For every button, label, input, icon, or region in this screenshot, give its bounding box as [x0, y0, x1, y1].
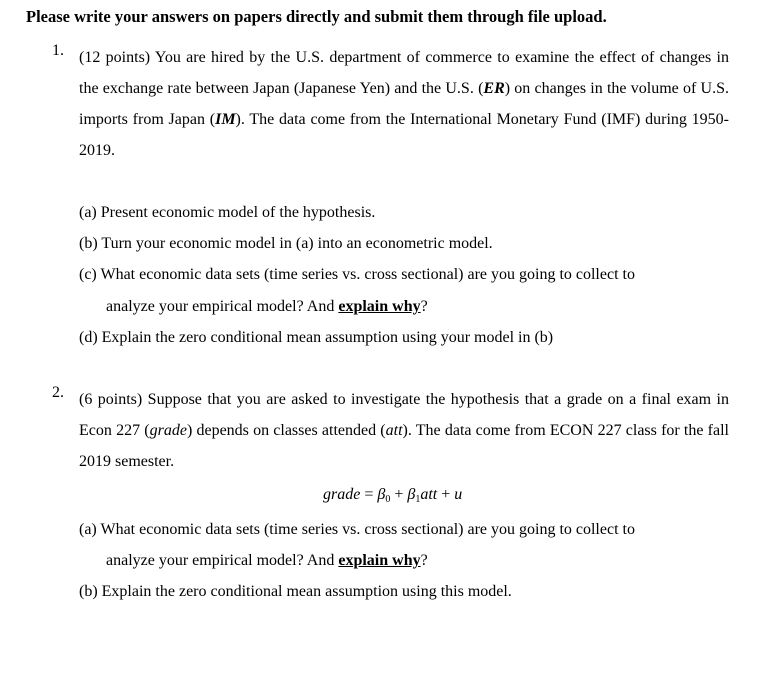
question-1-part-c-end: ? [420, 298, 428, 315]
question-2-part-a: (a) What economic data sets (time series vs. cross sectional) are you going to collect to [79, 521, 635, 538]
question-1-text-a: (12 points) You are hired by the U.S. department of commerce to examine the effect of changes in the exchange rate between Japan (Japanese Yen) and the U.S. ( [79, 49, 729, 97]
eq-beta0-sub: 0 [385, 494, 391, 505]
eq-error: u [454, 486, 463, 503]
question-1-part-c: (c) What economic data sets (time series vs. cross sectional) are you going to collect to [79, 266, 635, 283]
var-im: IM [215, 111, 236, 128]
var-er: ER [483, 80, 505, 97]
question-1-number: 1. [52, 42, 64, 59]
regression-equation [323, 479, 462, 515]
question-1-text [79, 42, 729, 166]
question-2-number: 2. [52, 384, 64, 401]
eq-att: att [420, 486, 438, 503]
explain-why-emphasis-2: explain why [338, 552, 421, 569]
explain-why-emphasis: explain why [338, 298, 421, 315]
question-2-part-a-end: ? [420, 552, 428, 569]
question-1-text-c: ). The data come from the International Monetary Fund (IMF) during 1950-2019. [79, 111, 730, 159]
eq-equals: = [360, 486, 378, 503]
var-grade: grade [149, 422, 187, 439]
question-2-text-c: ). The data come from ECON 227 class for the fall 2019 semester. [79, 422, 729, 470]
instructions-heading: Please write your answers on papers directly and submit them through file upload. [26, 7, 607, 26]
question-2-part-b: (b) Explain the zero conditional mean assumption using this model. [79, 583, 512, 600]
question-1-part-a: (a) Present economic model of the hypothesis. [79, 204, 376, 221]
eq-beta0: β [377, 486, 386, 503]
question-2-text [79, 384, 729, 477]
question-2-part-a-cont [106, 545, 428, 576]
question-1-part-b: (b) Turn your economic model in (a) into an econometric model. [79, 235, 493, 252]
question-1-part-c-line2: analyze your empirical model? And [106, 298, 339, 315]
question-1-part-d: (d) Explain the zero conditional mean assumption using your model in (b) [79, 329, 554, 346]
question-2-text-b: ) depends on classes attended ( [186, 422, 386, 439]
question-1-text-b: ) on changes in the volume of U.S. imports from Japan ( [79, 80, 730, 128]
question-1-part-c-cont [106, 291, 428, 322]
question-2-text-a: (6 points) Suppose that you are asked to investigate the hypothesis that a grade on a final exam in Econ 227 ( [79, 391, 729, 439]
eq-beta1: β [407, 486, 416, 503]
eq-plus-1: + [390, 486, 408, 503]
question-2-part-a-line2: analyze your empirical model? And [106, 552, 339, 569]
eq-beta1-sub: 1 [415, 494, 421, 505]
eq-lhs: grade [323, 486, 361, 503]
eq-plus-2: + [437, 486, 455, 503]
var-att: att [385, 422, 403, 439]
